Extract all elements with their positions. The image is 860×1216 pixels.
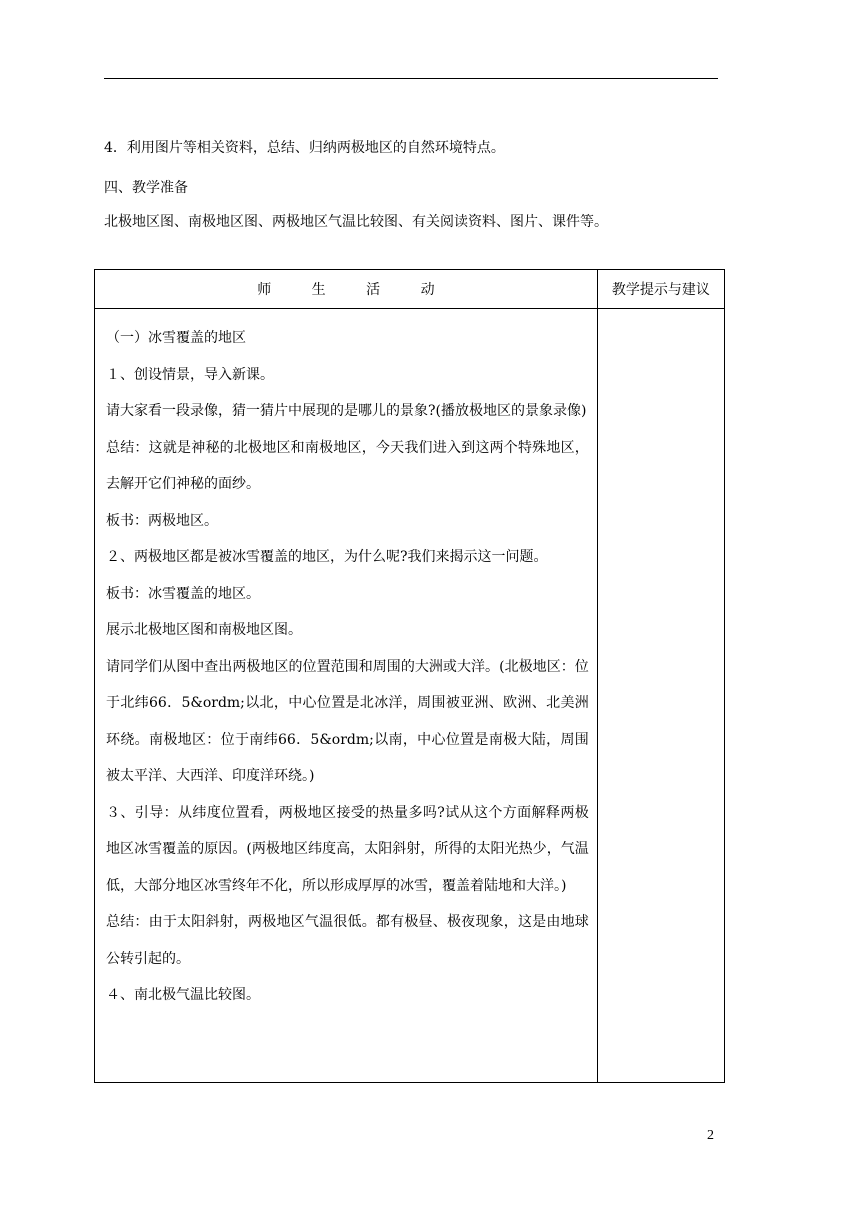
preparation-materials: 北极地区图、南极地区图、两极地区气温比较图、有关阅读资料、图片、课件等。 <box>104 214 608 230</box>
page-number: 2 <box>707 1128 714 1143</box>
activity-paragraph: 总结：由于太阳斜射，两极地区气温很低。都有极昼、极夜现象，这是由地球公转引起的。 <box>106 914 589 967</box>
activity-paragraph: 请大家看一段录像，猜一猜片中展现的是哪儿的景象?(播放极地区的景象录像) <box>106 403 587 419</box>
section-heading-preparation: 四、教学准备 <box>104 180 188 196</box>
activity-paragraph: 展示北极地区图和南极地区图。 <box>106 622 302 638</box>
table-header-row <box>95 270 725 309</box>
activity-paragraph: ４、南北极气温比较图。 <box>106 987 260 1003</box>
activity-paragraph: 请同学们从图中查出两极地区的位置范围和周围的大洲或大洋。(北极地区：位于北纬66．5&ordm;以北，中心位置是北冰洋，周围被亚洲、欧洲、北美洲环绕。南极地区：位于南纬66．5&ordm;以南，中心位置是南极大陆，周围被太平洋、大西洋、印度洋环绕。) <box>106 658 589 784</box>
header-rule <box>104 78 718 79</box>
header-teacher-student-activity: 师 生 活 动 <box>95 270 598 309</box>
activity-paragraph: 总结：这就是神秘的北极地区和南极地区，今天我们进入到这两个特殊地区，去解开它们神秘的面纱。 <box>106 439 589 492</box>
objective-item-4: 4．利用图片等相关资料，总结、归纳两极地区的自然环境特点。 <box>104 140 505 156</box>
subsection-title: （一）冰雪覆盖的地区 <box>106 330 246 346</box>
table-body-row <box>95 309 725 1083</box>
activity-paragraph: ３、引导：从纬度位置看，两极地区接受的热量多吗?试从这个方面解释两极地区冰雪覆盖的原因。(两极地区纬度高，太阳斜射，所得的太阳光热少，气温低，大部分地区冰雪终年不化，所以形成厚厚的冰雪，覆盖着陆地和大洋。) <box>106 804 589 894</box>
activity-paragraph: ２、两极地区都是被冰雪覆盖的地区，为什么呢?我们来揭示这一问题。 <box>106 549 548 565</box>
activity-content-cell <box>95 309 598 1083</box>
lesson-activity-table <box>94 269 725 1083</box>
activity-paragraph: 板书：两极地区。 <box>106 512 218 529</box>
teaching-tips-cell <box>597 309 724 1083</box>
activity-paragraph: １、创设情景，导入新课。 <box>106 366 274 383</box>
activity-paragraph: 板书：冰雪覆盖的地区。 <box>106 585 260 602</box>
header-teaching-tips: 教学提示与建议 <box>597 270 724 309</box>
